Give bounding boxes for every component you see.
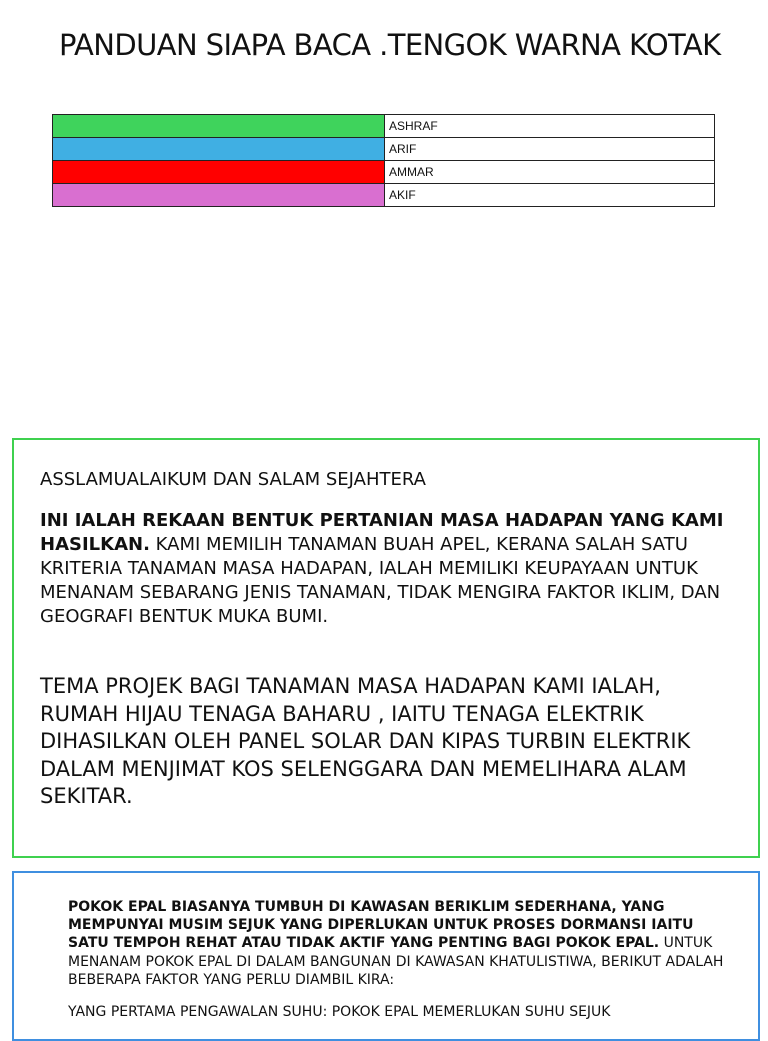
theme-paragraph: TEMA PROJEK BAGI TANAMAN MASA HADAPAN KAMI IALAH, RUMAH HIJAU TENAGA BAHARU , IAITU TENAGA ELEKTRIK DIHASILKAN OLEH PANEL SOLAR DAN KIPAS TURBIN ELEKTRIK DALAM MENJIMAT KOS SELENGGARA DAN MEMELIHARA ALAM SEKITAR. xyxy=(40,674,691,808)
color-swatch-green xyxy=(53,115,385,138)
arif-text-box xyxy=(12,871,760,1041)
intro-body-text: KAMI MEMILIH TANAMAN BUAH APEL, KERANA SALAH SATU KRITERIA TANAMAN MASA HADAPAN, IALAH MEMILIKI KEUPAYAAN UNTUK MENANAM SEBARANG JENIS TANAMAN, TIDAK MENGIRA FAKTOR IKLIM, DAN GEOGRAFI BENTUK MUKA BUMI. xyxy=(40,534,721,627)
legend-name-akif: AKIF xyxy=(385,184,715,207)
legend-row-ammar xyxy=(53,161,715,184)
intro-paragraph xyxy=(40,509,740,629)
apple-climate-paragraph xyxy=(68,898,738,989)
legend-row-arif xyxy=(53,138,715,161)
color-swatch-pink xyxy=(53,184,385,207)
temperature-control-paragraph: YANG PERTAMA PENGAWALAN SUHU: POKOK EPAL MEMERLUKAN SUHU SEJUK xyxy=(68,1004,611,1020)
legend-row-ashraf xyxy=(53,115,715,138)
intro-bold-text: INI IALAH REKAAN BENTUK PERTANIAN MASA HADAPAN YANG KAMI HASILKAN. xyxy=(40,510,724,555)
legend-name-arif: ARIF xyxy=(385,138,715,161)
color-legend-table xyxy=(52,114,715,207)
page-title: PANDUAN SIAPA BACA .TENGOK WARNA KOTAK xyxy=(59,28,721,62)
color-swatch-red xyxy=(53,161,385,184)
legend-name-ammar: AMMAR xyxy=(385,161,715,184)
legend-row-akif xyxy=(53,184,715,207)
color-swatch-blue xyxy=(53,138,385,161)
apple-climate-body-text: UNTUK MENANAM POKOK EPAL DI DALAM BANGUNAN DI KAWASAN KHATULISTIWA, BERIKUT ADALAH BEBERAPA FAKTOR YANG PERLU DIAMBIL KIRA: xyxy=(68,935,724,988)
legend-name-ashraf: ASHRAF xyxy=(385,115,715,138)
greeting-text: ASSLAMUALAIKUM DAN SALAM SEJAHTERA xyxy=(40,469,426,490)
apple-climate-bold-text: POKOK EPAL BIASANYA TUMBUH DI KAWASAN BERIKLIM SEDERHANA, YANG MEMPUNYAI MUSIM SEJUK YANG DIPERLUKAN UNTUK PROSES DORMANSI IAITU SATU TEMPOH REHAT ATAU TIDAK AKTIF YANG PENTING BAGI POKOK EPAL. xyxy=(68,899,694,952)
ashraf-text-box xyxy=(12,438,760,858)
